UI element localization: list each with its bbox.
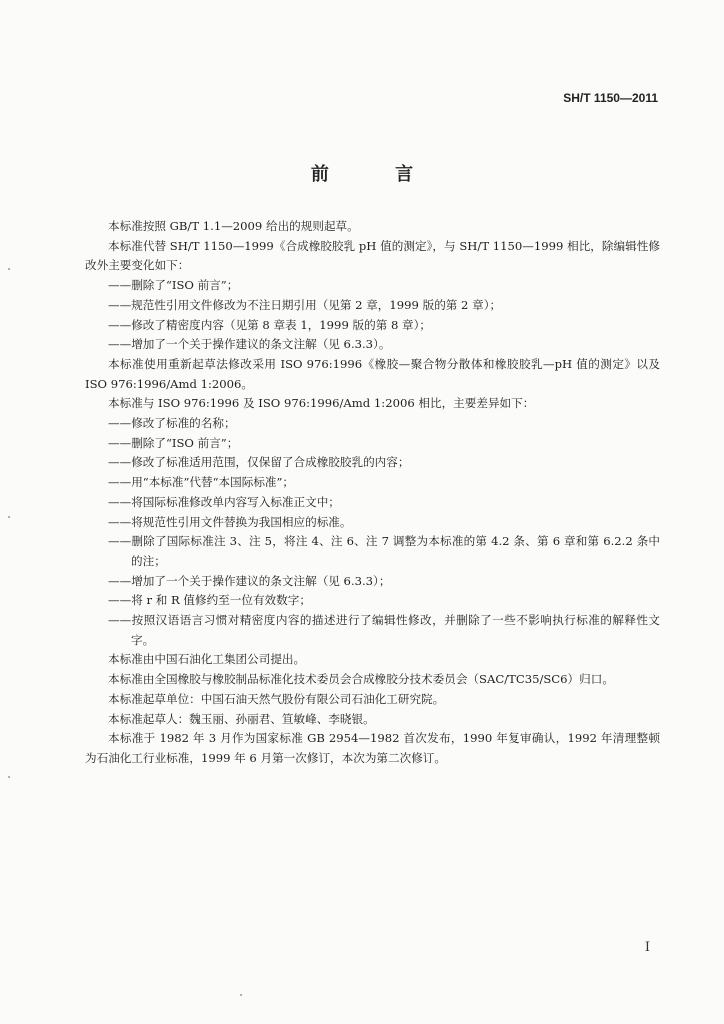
paragraph: 本标准代替 SH/T 1150—1999《合成橡胶胶乳 pH 值的测定》，与 SH/T 1150—1999 相比，除编辑性修改外主要变化如下： xyxy=(85,238,660,273)
scan-speck xyxy=(8,776,10,778)
scan-speck xyxy=(8,516,10,518)
list-item: ——修改了标准的名称； xyxy=(108,416,236,431)
scan-speck xyxy=(8,268,10,270)
list-item: ——删除了“ISO 前言”； xyxy=(108,435,239,450)
list-item: ——将 r 和 R 值修约至一位有效数字； xyxy=(108,593,311,608)
paragraph: 本标准起草人：魏玉丽、孙丽君、笪敏峰、李晓银。 xyxy=(108,711,375,726)
paragraph: 本标准按照 GB/T 1.1—2009 给出的规则起草。 xyxy=(108,219,359,233)
paragraph: 本标准由全国橡胶与橡胶制品标准化技术委员会合成橡胶分技术委员会（SAC/TC35/SC6）归口。 xyxy=(108,672,614,687)
paragraph: 本标准起草单位：中国石油天然气股份有限公司石油化工研究院。 xyxy=(108,691,445,706)
list-item: ——按照汉语语言习惯对精密度内容的描述进行了编辑性修改，并删除了一些不影响执行标准的解释性文字。 xyxy=(108,613,660,647)
list-item: ——将国际标准修改单内容写入标准正文中； xyxy=(108,494,340,509)
list-item: ——增加了一个关于操作建议的条文注解（见 6.3.3）； xyxy=(108,573,391,588)
list-item: ——增加了一个关于操作建议的条文注解（见 6.3.3）。 xyxy=(108,337,391,352)
document-body xyxy=(85,217,660,769)
scan-speck xyxy=(240,994,242,996)
page-title: 前 言 xyxy=(310,164,444,185)
paragraph: 本标准于 1982 年 3 月作为国家标准 GB 2954—1982 首次发布，1990 年复审确认，1992 年清理整顿为石油化工行业标准，1999 年 6 月第一次修订，本次为第二次修订。 xyxy=(85,731,660,765)
paragraph: 本标准与 ISO 976:1996 及 ISO 976:1996/Amd 1:2006 相比，主要差异如下： xyxy=(108,396,535,411)
list-item: ——删除了国际标准注 3、注 5，将注 4、注 6、注 7 调整为本标准的第 4.2 条、第 6 章和第 6.2.2 条中的注； xyxy=(108,534,660,568)
paragraph: 本标准使用重新起草法修改采用 ISO 976:1996《橡胶—聚合物分散体和橡胶胶乳—pH 值的测定》以及 ISO 976:1996/Amd 1:2006。 xyxy=(85,356,660,391)
list-item: ——修改了标准适用范围，仅保留了合成橡胶胶乳的内容； xyxy=(108,455,410,470)
page-number: I xyxy=(644,940,650,955)
standard-number: SH/T 1150—2011 xyxy=(563,91,658,105)
list-item: ——规范性引用文件修改为不注日期引用（见第 2 章，1999 版的第 2 章）； xyxy=(108,297,502,312)
list-item: ——将规范性引用文件替换为我国相应的标准。 xyxy=(108,514,352,529)
list-item: ——用“本标准”代替“本国际标准”； xyxy=(108,475,295,490)
list-item: ——删除了“ISO 前言”； xyxy=(108,278,239,293)
paragraph: 本标准由中国石油化工集团公司提出。 xyxy=(108,652,306,667)
list-item: ——修改了精密度内容（见第 8 章表 1，1999 版的第 8 章）； xyxy=(108,317,432,332)
